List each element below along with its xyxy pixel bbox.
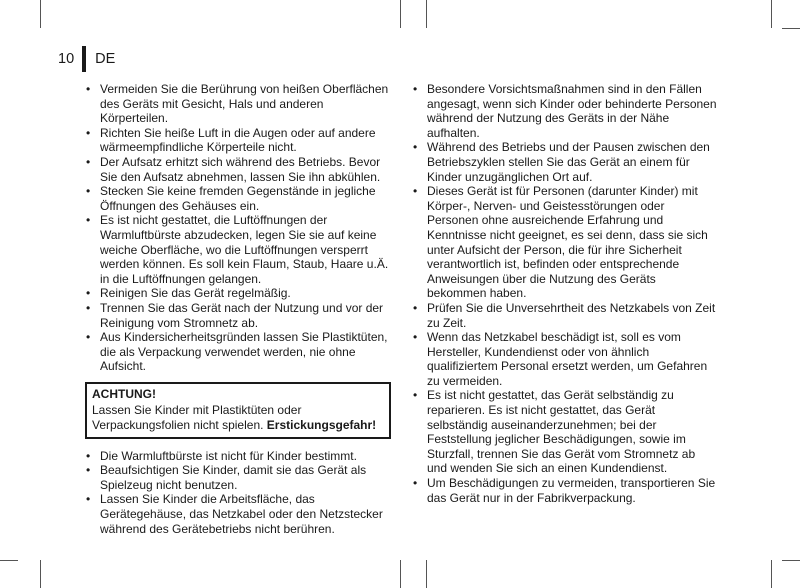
crop-mark-bottom-center-left (400, 560, 401, 588)
crop-mark-top-center-right (426, 0, 427, 28)
list-item: • Lassen Sie Kinder die Arbeitsfläche, das Gerätegehäuse, das Netzkabel oder den Netzstecker während des Gerätebetriebs nicht berühren. (85, 492, 390, 536)
list-item: • Es ist nicht gestattet, die Luftöffnungen der Warmluftbürste abzudecken, legen Sie sie auf keine weiche Oberfläche, wo die Luftöffnungen versperrt werden können. Es soll kein Flaum, Staub, Haare u.Ä. in die Luftöffnungen gelangen. (85, 213, 390, 286)
warning-title: ACHTUNG! (92, 386, 156, 401)
crop-mark-bottom-center-right (426, 560, 427, 588)
page-header (58, 46, 115, 72)
safety-list-right (412, 82, 717, 505)
safety-list-bottom (85, 449, 390, 537)
list-item: • Die Warmluftbürste ist nicht für Kinder bestimmt. (85, 449, 390, 464)
list-item: • Der Aufsatz erhitzt sich während des Betriebs. Bevor Sie den Aufsatz abnehmen, lassen Sie ihn abkühlen. (85, 155, 390, 184)
crop-mark-top-center-left (400, 0, 401, 28)
crop-mark-right-top (782, 28, 800, 29)
safety-list-top (85, 82, 390, 374)
list-item: • Aus Kindersicherheitsgründen lassen Sie Plastiktüten, die als Verpackung verwendet werden, nie ohne Aufsicht. (85, 330, 390, 374)
language-code: DE (95, 51, 116, 67)
warning-box (85, 382, 391, 439)
crop-mark-top-right (771, 0, 772, 28)
list-item: • Vermeiden Sie die Berührung von heißen Oberflächen des Geräts mit Gesicht, Hals und anderen Körperteilen. (85, 82, 390, 126)
list-item: • Trennen Sie das Gerät nach der Nutzung und vor der Reinigung vom Stromnetz ab. (85, 301, 390, 330)
list-item: • Richten Sie heiße Luft in die Augen oder auf andere wärmeempfindliche Körperteile nicht. (85, 126, 390, 155)
list-item: • Beaufsichtigen Sie Kinder, damit sie das Gerät als Spielzeug nicht benutzen. (85, 463, 390, 492)
right-column (412, 82, 717, 505)
header-divider (82, 46, 86, 72)
crop-mark-bottom-left (40, 560, 41, 588)
list-item: • Stecken Sie keine fremden Gegenstände in jegliche Öffnungen des Gehäuses ein. (85, 184, 390, 213)
list-item: • Wenn das Netzkabel beschädigt ist, soll es vom Hersteller, Kundendienst oder von ähnlich qualifiziertem Personal ersetzt werden, um Gefahren zu vermeiden. (412, 330, 717, 388)
crop-mark-top-left (40, 0, 41, 28)
crop-mark-bottom-right (771, 560, 772, 588)
list-item: • Um Beschädigungen zu vermeiden, transportieren Sie das Gerät nur in der Fabrikverpackung. (412, 476, 717, 505)
warning-emphasis: Erstickungsgefahr! (266, 418, 377, 433)
list-item: • Besondere Vorsichtsmaßnahmen sind in den Fällen angesagt, wenn sich Kinder oder behinderte Personen während der Nutzung des Geräts in der Nähe aufhalten. (412, 82, 717, 140)
list-item: • Es ist nicht gestattet, das Gerät selbständig zu reparieren. Es ist nicht gestattet, das Gerät selbständig auseinanderzunehmen; bei der Feststellung jeglicher Beschädigungen, sowie im Sturzfall, trennen Sie das Gerät vom Stromnetz ab und wenden Sie sich an einen Kundendienst. (412, 388, 717, 476)
warning-text: Lassen Sie Kinder mit Plastiktüten oder Verpackungsfolien nicht spielen. (92, 403, 302, 433)
warning-body (92, 403, 384, 432)
list-item: • Dieses Gerät ist für Personen (darunter Kinder) mit Körper-, Nerven- und Geistesstörungen oder Personen ohne ausreichende Erfahrung und Kenntnisse nicht geeignet, es sei denn, dass sie sich unter Aufsicht der Person, die für ihre Sicherheit verantwortlich ist, befinden oder entsprechende Anweisungen über die Nutzung des Geräts bekommen haben. (412, 184, 717, 301)
crop-mark-right-bottom (782, 560, 800, 561)
crop-mark-left-bottom (0, 560, 18, 561)
list-item: • Während des Betriebs und der Pausen zwischen den Betriebszyklen stellen Sie das Gerät an einem für Kinder unzugänglichen Ort auf. (412, 140, 717, 184)
left-column (85, 82, 390, 536)
list-item: • Prüfen Sie die Unversehrtheit des Netzkabels von Zeit zu Zeit. (412, 301, 717, 330)
list-item: • Reinigen Sie das Gerät regelmäßig. (85, 286, 390, 301)
page-number: 10 (58, 51, 75, 67)
